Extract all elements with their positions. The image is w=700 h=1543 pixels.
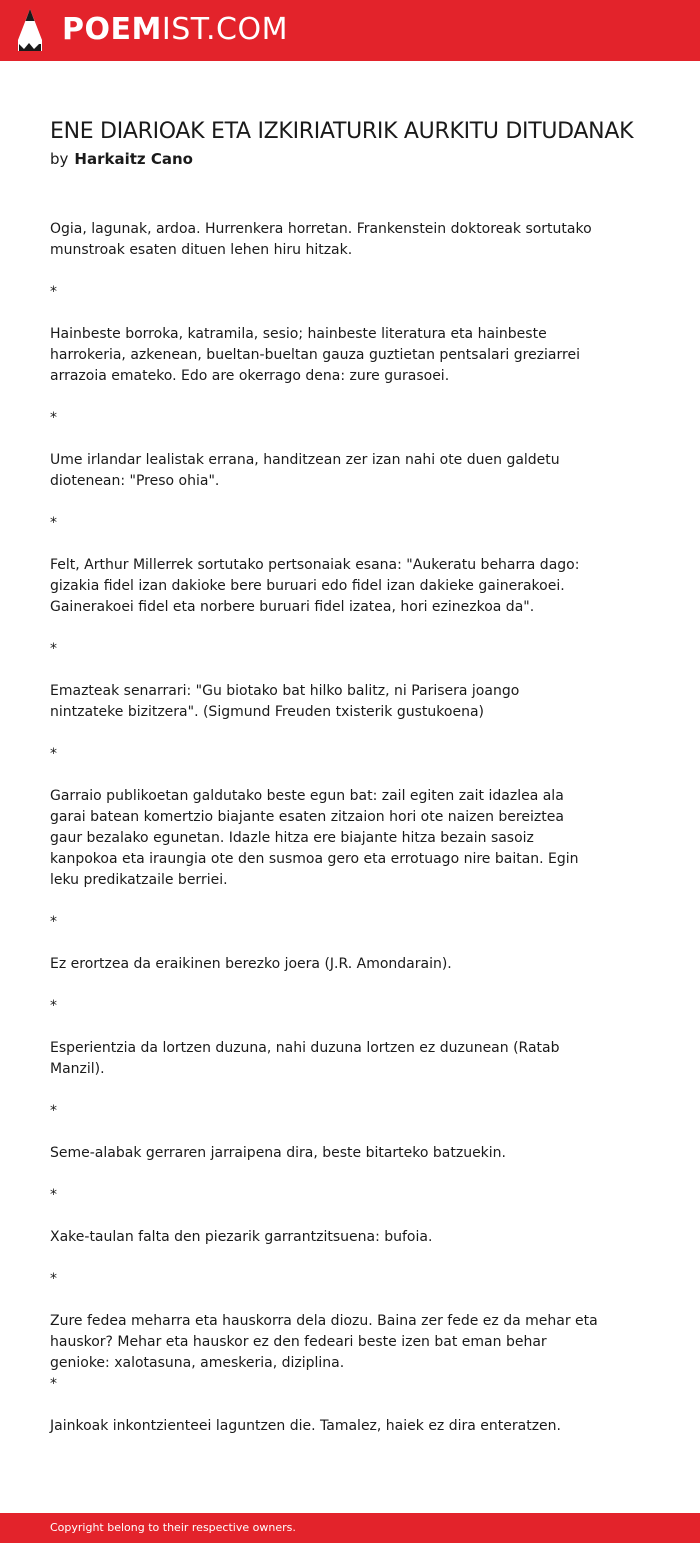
poem-line: gaur bezalako egunetan. Idazle hitza ere biajante hitza bezain sasoiz	[50, 830, 534, 846]
author-name: Harkaitz Cano	[74, 150, 193, 168]
poem-line: arrazoia emateko. Edo are okerrago dena: zure gurasoei.	[50, 368, 450, 384]
logo-text-bold: POEM	[62, 12, 162, 47]
section-separator: *	[50, 1103, 57, 1119]
section-separator: *	[50, 1376, 57, 1392]
poem-line: Ez erortzea da eraikinen berezko joera (J.R. Amondarain).	[50, 956, 452, 972]
poem-line: Seme-alabak gerraren jarraipena dira, beste bitarteko batzuekin.	[50, 1145, 507, 1161]
poem-line: leku predikatzaile berriei.	[50, 872, 228, 888]
footer-bar	[0, 1513, 700, 1543]
pencil-logo-icon[interactable]	[17, 8, 43, 52]
blank-line	[50, 1164, 590, 1185]
top-bar	[0, 0, 700, 61]
poem-line: kanpokoa eta iraungia ote den susmoa gero eta errotuago nire baitan. Egin	[50, 851, 579, 867]
poem-body	[50, 219, 598, 1437]
poem-line: diotenean: "Preso ohia".	[50, 473, 220, 489]
blank-line	[50, 261, 590, 282]
blank-line	[50, 1080, 590, 1101]
blank-line	[50, 765, 590, 786]
poem-line: genioke: xalotasuna, ameskeria, diziplina.	[50, 1355, 345, 1371]
poem-line: Manzil).	[50, 1061, 105, 1077]
blank-line	[50, 723, 590, 744]
poem-line: hauskor? Mehar eta hauskor ez den fedeari beste izen bat eman behar	[50, 1334, 547, 1350]
blank-line	[50, 1395, 590, 1416]
blank-line	[50, 933, 590, 954]
blank-line	[50, 1290, 590, 1311]
section-separator: *	[50, 1187, 57, 1203]
blank-line	[50, 1122, 590, 1143]
blank-line	[50, 429, 590, 450]
blank-line	[50, 975, 590, 996]
poem-line: Hainbeste borroka, katramila, sesio; hainbeste literatura eta hainbeste	[50, 326, 547, 342]
blank-line	[50, 492, 590, 513]
poem-line: Xake-taulan falta den piezarik garrantzitsuena: bufoia.	[50, 1229, 433, 1245]
section-separator: *	[50, 914, 57, 930]
byline	[50, 148, 193, 170]
copyright-text: Copyright belong to their respective owners.	[50, 1521, 296, 1534]
poem-line: harrokeria, azkenean, bueltan-bueltan gauza guztietan pentsalari greziarrei	[50, 347, 580, 363]
poem-line: Ogia, lagunak, ardoa. Hurrenkera horretan. Frankenstein doktoreak sortutako	[50, 221, 592, 237]
section-separator: *	[50, 746, 57, 762]
poem-line: Ume irlandar lealistak errana, handitzean zer izan nahi ote duen galdetu	[50, 452, 560, 468]
section-separator: *	[50, 1271, 57, 1287]
poem-line: gizakia fidel izan dakioke bere buruari edo fidel izan dakieke gainerakoei.	[50, 578, 565, 594]
blank-line	[50, 660, 590, 681]
poem-line: Felt, Arthur Millerrek sortutako pertsonaiak esana: "Aukeratu beharra dago:	[50, 557, 580, 573]
poem-title: ENE DIARIOAK ETA IZKIRIATURIK AURKITU DITUDANAK	[50, 119, 634, 144]
section-separator: *	[50, 998, 57, 1014]
blank-line	[50, 387, 590, 408]
section-separator: *	[50, 515, 57, 531]
section-separator: *	[50, 641, 57, 657]
blank-line	[50, 1248, 590, 1269]
blank-line	[50, 303, 590, 324]
section-separator: *	[50, 410, 57, 426]
blank-line	[50, 534, 590, 555]
poem-line: Esperientzia da lortzen duzuna, nahi duzuna lortzen ez duzunean (Ratab	[50, 1040, 560, 1056]
by-label: by	[50, 150, 69, 168]
blank-line	[50, 1017, 590, 1038]
logo-text-light: IST.COM	[161, 12, 288, 47]
poem-line: Jainkoak inkontzienteei laguntzen die. Tamalez, haiek ez dira enteratzen.	[50, 1418, 561, 1434]
section-separator: *	[50, 284, 57, 300]
poem-line: Garraio publikoetan galdutako beste egun bat: zail egiten zait idazlea ala	[50, 788, 564, 804]
poem-line: garai batean komertzio biajante esaten zitzaion hori ote naizen bereiztea	[50, 809, 564, 825]
poem-line: nintzateke bizitzera". (Sigmund Freuden txisterik gustukoena)	[50, 704, 484, 720]
poem-line: munstroak esaten dituen lehen hiru hitzak.	[50, 242, 353, 258]
poem-line: Zure fedea meharra eta hauskorra dela diozu. Baina zer fede ez da mehar eta	[50, 1313, 598, 1329]
site-logo[interactable]	[62, 10, 288, 50]
blank-line	[50, 891, 590, 912]
poem-line: Gainerakoei fidel eta norbere buruari fidel izatea, hori ezinezkoa da".	[50, 599, 535, 615]
blank-line	[50, 1206, 590, 1227]
blank-line	[50, 618, 590, 639]
poem-line: Emazteak senarrari: "Gu biotako bat hilko balitz, ni Parisera joango	[50, 683, 520, 699]
